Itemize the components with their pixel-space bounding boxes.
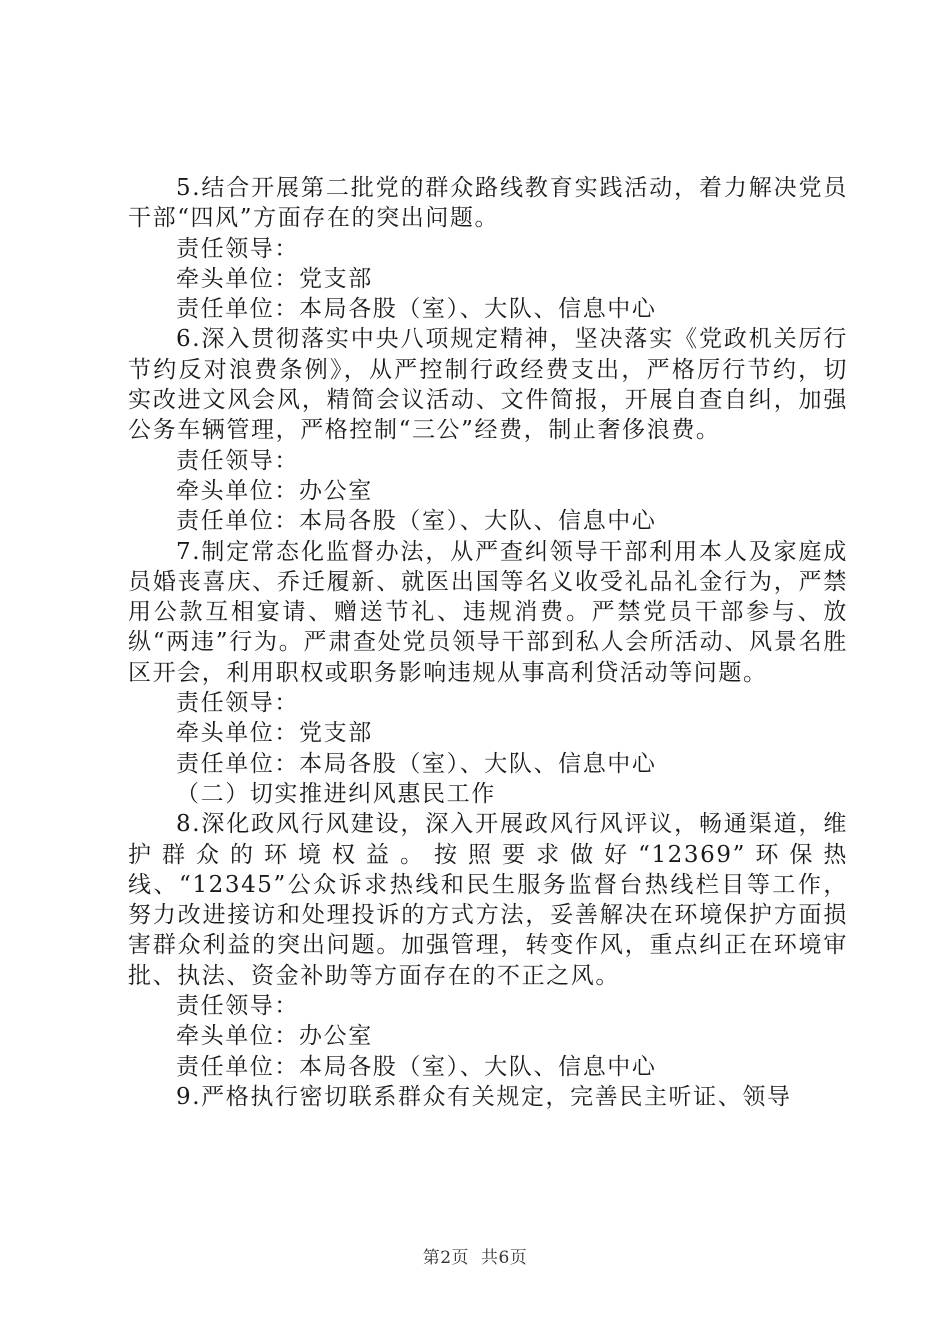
page-number: 第2页 — [422, 1248, 470, 1268]
responsible-unit-line: 责任单位：本局各股（室）、大队、信息中心 — [176, 296, 657, 323]
responsible-leader-line: 责任领导： — [176, 690, 299, 717]
responsible-unit-line: 责任单位：本局各股（室）、大队、信息中心 — [176, 750, 657, 777]
lead-unit-line: 牵头单位：办公室 — [176, 1023, 373, 1050]
responsible-unit-line: 责任单位：本局各股（室）、大队、信息中心 — [176, 508, 657, 535]
responsible-unit-line: 责任单位：本局各股（室）、大队、信息中心 — [176, 1053, 657, 1080]
responsible-leader-line: 责任领导： — [176, 447, 299, 474]
page-total: 共6页 — [480, 1248, 528, 1268]
document-body — [128, 173, 848, 1112]
paragraph-item-9: 9.严格执行密切联系群众有关规定，完善民主听证、领导 — [176, 1083, 792, 1110]
section-heading: （二）切实推进纠风惠民工作 — [176, 780, 496, 807]
paragraph-item-8: 8.深化政风行风建设，深入开展政风行风评议，畅通渠道，维护群众的环境权益。按照要求做好“12369”环保热线、“12345”公众诉求热线和民生服务监督台热线栏目等工作，努力改进接访和处理投诉的方式方法，妥善解决在环境保护方面损害群众利益的突出问题。加强管理，转变作风，重点纠正在环境审批、执法、资金补助等方面存在的不正之风。 — [128, 811, 848, 989]
page-footer — [0, 1243, 950, 1268]
paragraph-item-7: 7.制定常态化监督办法，从严查纠领导干部利用本人及家庭成员婚丧喜庆、乔迁履新、就医出国等名义收受礼品礼金行为，严禁用公款互相宴请、赠送节礼、违规消费。严禁党员干部参与、放纵“两违”行为。严肃查处党员领导干部到私人会所活动、风景名胜区开会，利用职权或职务影响违规从事高利贷活动等问题。 — [128, 538, 848, 686]
lead-unit-line: 牵头单位：党支部 — [176, 720, 373, 747]
responsible-leader-line: 责任领导： — [176, 993, 299, 1020]
lead-unit-line: 牵头单位：办公室 — [176, 477, 373, 504]
paragraph-item-5: 5.结合开展第二批党的群众路线教育实践活动，着力解决党员干部“四风”方面存在的突出问题。 — [128, 175, 848, 232]
paragraph-item-6: 6.深入贯彻落实中央八项规定精神，坚决落实《党政机关厉行节约反对浪费条例》，从严控制行政经费支出，严格厉行节约，切实改进文风会风，精简会议活动、文件简报，开展自查自纠，加强公务车辆管理，严格控制“三公”经费，制止奢侈浪费。 — [128, 326, 848, 444]
responsible-leader-line: 责任领导： — [176, 235, 299, 262]
lead-unit-line: 牵头单位：党支部 — [176, 265, 373, 292]
